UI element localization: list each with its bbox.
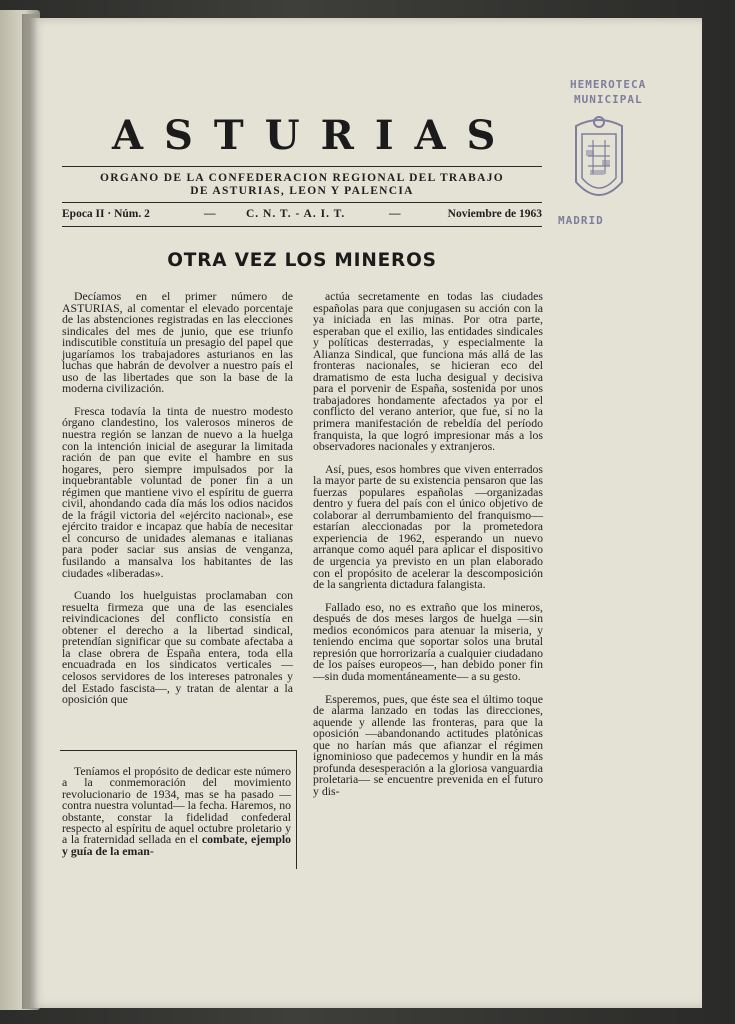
boxed-note-text: Teníamos el propósito de dedicar este número a la conmemoración del movimiento revolucionario de 1934, mas se ha pasado —contra nuestra voluntad— la fecha. Haremos, no obstante, constar la fidelidad confederal respecto al espíritu de aquel octubre proletario y a la fraternidad sellada en el [62,764,291,847]
boxed-note-bold-ending: combate, ejemplo y guía de la eman- [62,832,292,858]
masthead-title: ASTURIAS [112,112,517,159]
left-paragraph-1: Decíamos en el primer número de ASTURIAS, al comentar el elevado porcentaje de las abstenciones registradas en las elecciones sindicales del mes de junio, que ese triunfo indiscutible constituía un presagio del papel que jugaríamos los trabajadores asturianos en las luchas que habrán de devolver a nuestro país el uso de las libertades que son la base de la moderna civilización. [62,289,293,396]
issue-organization: C. N. T. - A. I. T. [246,208,346,220]
article-headline: OTRA VEZ LOS MINEROS [167,250,437,271]
masthead-top-rule [62,166,542,167]
issue-dash-2: — [389,208,401,220]
library-stamp [558,78,648,228]
masthead-subtitle-line-2: DE ASTURIAS, LEON Y PALENCIA [190,184,414,197]
left-paragraph-3: Cuando los huelguistas proclamaban con resuelta firmeza que una de las esenciales reivindicaciones del conflicto consistía en obtener el derecho a la libertad sindical, pretendían significar que su combate afectaba a la clase obrera de España entera, toda ella encuadrada en los sindicatos verticales —celosos servidores de los intereses patronales y del Estado fascista—, y tratan de alentar a la oposición que [62,588,293,707]
right-paragraph-4: Esperemos, pues, que éste sea el último toque de alarma lanzado en todas las direcciones, aquende y allende las fronteras, para que la oposición —abandonando actitudes platónicas que no harían más que afianzar el régimen ignominioso que padecemos y hundir en la más profunda desesperación a la gloriosa vanguardia proletaria— se encuentre prevenida en el futuro y dis- [313,691,543,798]
article-left-column [62,291,293,706]
right-paragraph-2: Así, pues, esos hombres que viven enterrados la mayor parte de su existencia pensaron que las fuerzas populares españolas —organizadas dentro y fuera del país con el único objetivo de colaborar al derrumbamiento del franquismo— estarían aleccionadas por la prometedora experiencia de 1962, esperando un nuevo arranque como aquél para aplicar el dispositivo de urgencia ya previsto en un plan elaborado con el propósito de acelerar la descomposición de la sangrienta dictadura falangista. [313,461,543,592]
boxed-note [62,766,291,857]
article-right-column [313,291,543,797]
stamp-line-3: MADRID [558,214,604,227]
issue-dash-1: — [204,208,216,220]
issue-info-row [62,208,542,222]
masthead-subtitle-line-1: ORGANO DE LA CONFEDERACION REGIONAL DEL TRABAJO [99,172,505,184]
spine-shadow [22,14,38,1009]
right-paragraph-1: actúa secretamente en todas las ciudades españolas para que conjugasen su acción con la ya iniciada en las minas. Por otra parte, esperaban que el exilio, las entidades sindicales y políticas desterradas, y especialmente la Alianza Sindical, que funciona más allá de las fronteras nacionales, se hicieran eco del dramatismo de esta lucha desigual y decisiva para el porvenir de España, sostenida por unos trabajadores hondamente afectados ya por el conflicto del verano anterior, que fue, si no la primera manifestación de rebeldía del período franquista, la que logró impresionar más a los observadores nacionales y extranjeros. [313,289,543,454]
issue-date: Noviembre de 1963 [447,208,542,220]
masthead-middle-rule [62,202,542,203]
stamp-line-2: MUNICIPAL [574,93,643,106]
coat-of-arms-icon [566,112,632,212]
issue-epoch: Epoca II · Núm. 2 [62,208,150,220]
stamp-line-1: HEMEROTECA [570,78,647,91]
left-paragraph-2: Fresca todavía la tinta de nuestro modesto órgano clandestino, los valerosos mineros de nuestra región se lanzan de nuevo a la huelga con la intención inicial de asegurar la limitada ración de pan que evite el hambre en sus hogares, pero siempre impulsados por la inquebrantable voluntad de poner fin a un régimen que mantiene vivo el espíritu de guerra civil, ahondando cada día más los odios nacidos de la frágil victoria del «ejército nacional», ese ejército traidor e incapaz que había de necesitar el concurso de unidades alemanas e italianas para poder saciar sus ansias de venganza, fusilando a mansalva los habitantes de las ciudades «liberadas». [62,403,293,580]
masthead-subtitle [62,172,542,197]
right-paragraph-3: Fallado eso, no es extraño que los mineros, después de dos meses largos de huelga —sin medios económicos para atenuar la miseria, y teniendo encima que soportar solos una brutal represión que horrorizaría a cualquier ciudadano de los países europeos—, han debido poner fin —sin duda momentáneamente— a su gesto. [313,599,543,683]
masthead-bottom-rule [62,226,542,227]
